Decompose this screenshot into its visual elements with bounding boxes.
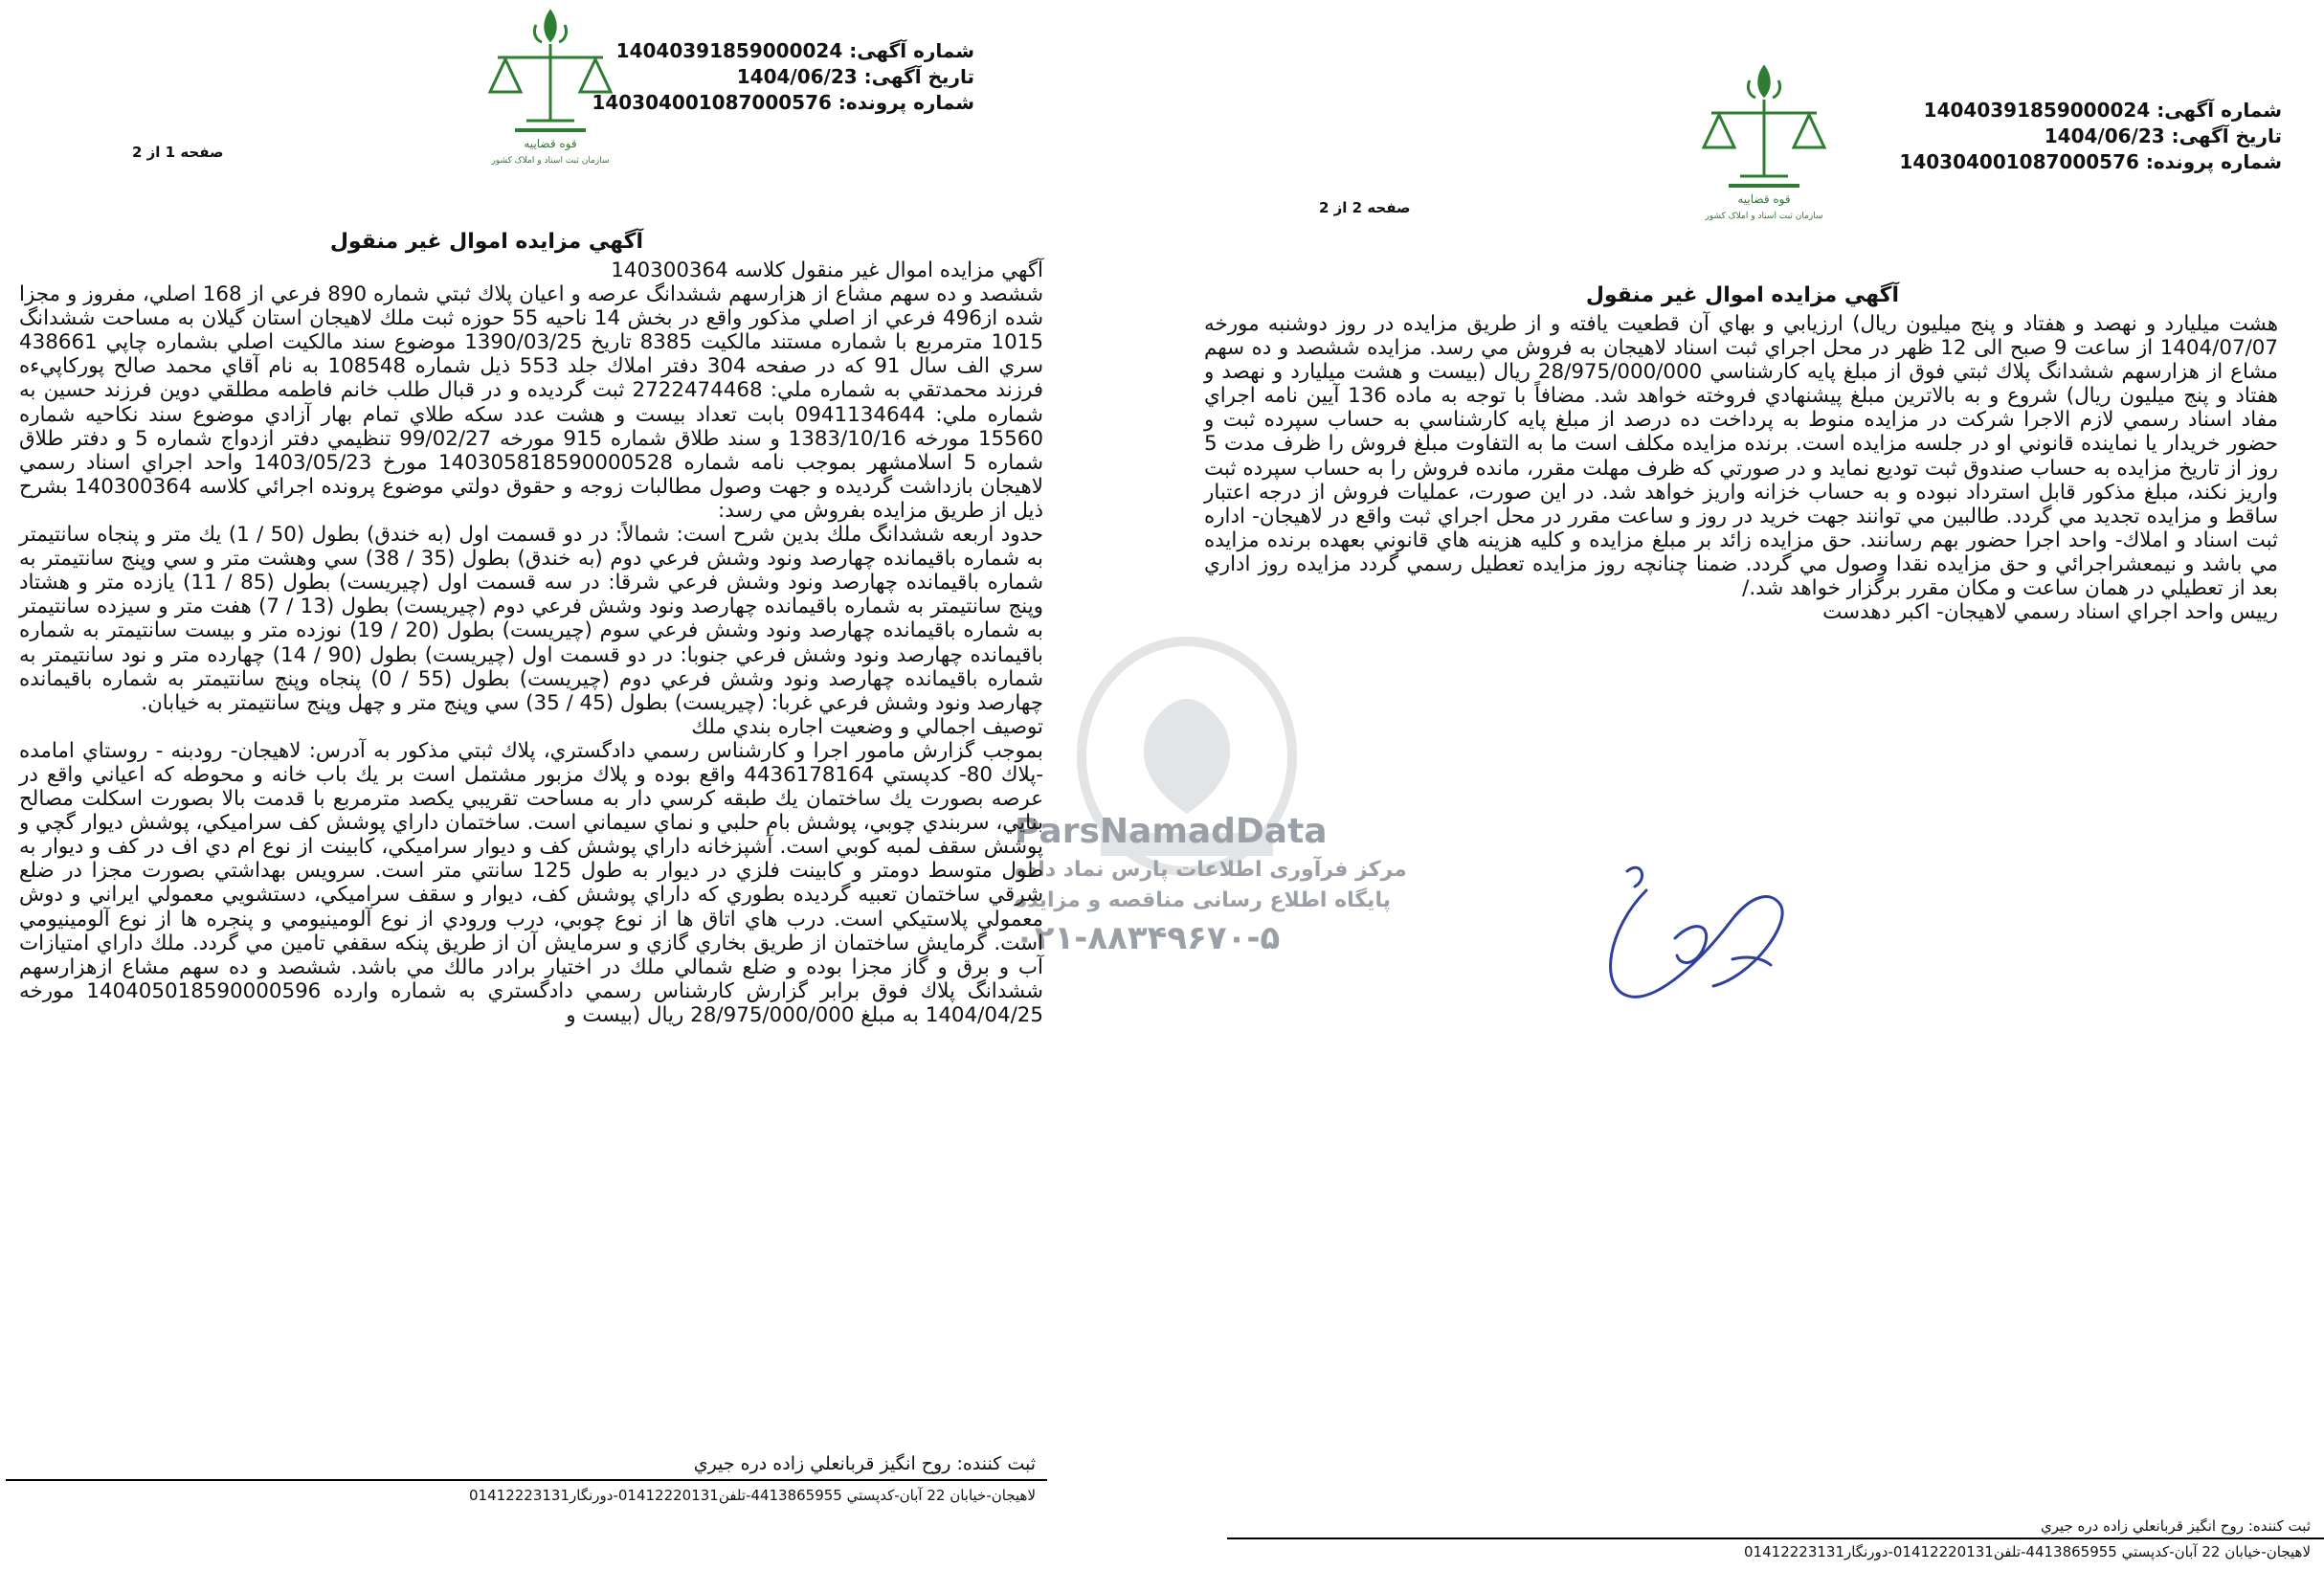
boundaries-paragraph: حدود اربعه ششدانگ ملك بدين شرح است: شمالاً: در دو قسمت اول (به خندق) بطول (50 / 1) يك متر و پنجاه سانتيمتر به شماره باقيمانده چهارصد ونود وشش فرعي دوم (به خندق) بطول (35 / 38) سي وهشت متر و سي وپنج سانتيمتر به شماره باقيمانده چهارصد ونود وشش فرعي شرقا: در سه قسمت اول (چيريست) بطول (85 / 11) يازده متر و هشتاد وپنج سانتيمتر به شماره باقيمانده چهارصد ونود وشش فرعي دوم (چيريست) بطول (13 / 7) هفت متر و سيزده سانتيمتر به شماره باقيمانده چهارصد ونود وشش فرعي سوم (چيريست) بطول (20 / 19) نوزده متر و بيست سانتيمتر به شماره باقيمانده چهارصد ونود وشش فرعي جنوبا: در دو قسمت اول (چيريست) بطول (90 / 14) چهارده متر و نود سانتيمتر به شماره باقيمانده چهارصد ونود وشش فرعي دوم (چيريست) بطول (55 / 0) پنجاه وپنج سانتيمتر به شماره باقيمانده چهارصد ونود وشش فرعي غربا: (چيريست) بطول (45 / 35) سي وپنج متر و چهل وپنج سانتيمتر به خيابان.	[19, 523, 1044, 715]
footer-divider	[1227, 1537, 2324, 1539]
property-description-paragraph: ششصد و ده سهم مشاع از هزارسهم ششدانگ عرصه و اعيان پلاك ثبتي شماره 890 فرعي از 168 اصلي، مفروز و مجزا شده از496 فرعي از اصلي مذكور واقع در بخش 14 ناحيه 55 حوزه ثبت ملك لاهيجان استان گيلان به مساحت ششدانگ 1015 مترمربع با شماره مستند مالكيت 8385 تاريخ 1390/03/25 موضوع سند مالكيت اصلي بشماره چاپي 438661 سري الف سال 91 كه در صفحه 304 دفتر املاك جلد 553 ذيل شماره 108548 به نام آقاي محمد صالح پوركاپيءه فرزند محمدتقي به شماره ملي: 2722474468 ثبت گرديده و در قبال طلب خانم فاطمه مطلقي دوين فرزند حسين به شماره ملي: 0941134644 بابت تعداد بيست و هشت عدد سكه طلاي تمام بهار آزادي موضوع سند نكاحيه شماره 15560 مورخه 1383/10/16 و سند طلاق شماره 915 مورخه 99/02/27 تنظيمي دفتر ازدواج شماره 5 و دفتر طلاق شماره 5 اسلامشهر بموجب نامه شماره 140305818590000528 مورخ 1403/05/23 واحد اجراي اسناد رسمي لاهيجان بازداشت گرديده و جهت وصول مطالبات زوجه و حقوق دولتي موضوع پرونده اجرائي كلاسه 140300364 بشرح ذيل از طريق مزايده بفروش مي رسد:	[19, 282, 1044, 523]
notice-number-row: شماره آگهی: 14040391859000024	[1923, 99, 2282, 122]
emblem-caption-1: قوه قضاییه	[1737, 192, 1791, 206]
notice-number: 14040391859000024	[615, 39, 843, 62]
registrar-line	[2041, 1517, 2311, 1535]
page-number: صفحه 1 از 2	[132, 144, 224, 161]
emblem-caption-2: سازمان ثبت اسناد و املاک کشور	[1705, 212, 1823, 221]
notice-page-1	[0, 0, 1053, 1571]
case-number: 140304001087000576	[1899, 150, 2139, 173]
footer-address: لاهيجان-خيابان 22 آبان-كدپستي 4413865955-تلفن01412220131-دورنگار01412223131	[1744, 1543, 2311, 1560]
property-summary-heading: توصيف اجمالي و وضعيت اجاره بندي ملك	[691, 714, 1043, 739]
judiciary-emblem-icon	[1683, 59, 1845, 222]
notice-date-row: تاریخ آگهی: 1404/06/23	[2044, 124, 2282, 147]
watermark-line2: پایگاه اطلاع رسانی مناقصه و مزایده	[1015, 888, 1391, 912]
notice-number-row: شماره آگهی: 14040391859000024	[615, 39, 974, 62]
footer-address: لاهيجان-خيابان 22 آبان-كدپستي 4413865955-تلفن01412220131-دورنگار01412223131	[469, 1487, 1036, 1504]
signatory-line: رييس واحد اجراي اسناد رسمي لاهيجان- اكبر دهدست	[1822, 600, 2278, 625]
notice-meta	[592, 38, 974, 116]
watermark-latin: ParsNamadData	[1015, 812, 1328, 851]
case-heading: آگهي مزايده اموال غير منقول كلاسه 140300364	[611, 258, 1043, 282]
registrar-label: ثبت كننده:	[956, 1453, 1036, 1474]
page-number: صفحه 2 از 2	[1319, 199, 1411, 216]
handwritten-signature	[1589, 852, 1809, 1015]
case-number: 140304001087000576	[592, 91, 832, 114]
registrar-line	[694, 1453, 1036, 1474]
notice-date-row: تاریخ آگهی: 1404/06/23	[736, 65, 974, 88]
case-number-row: شماره پرونده: 140304001087000576	[1899, 150, 2282, 173]
notice-body	[1204, 312, 2278, 624]
auction-terms-paragraph: هشت ميليارد و نهصد و هفتاد و پنج ميليون ريال) ارزيابي و بهاي آن قطعيت يافته و از طريق مزايده در روز دوشنبه مورخه 1404/07/07 از ساعت 9 صبح الی 12 ظهر در محل اجراي ثبت اسناد لاهيجان به فروش مي رسد. مزايده ششصد و ده سهم مشاع از هزارسهم ششدانگ پلاك ثبتي فوق از مبلغ پايه كارشناسي 28/975/000/000 ريال (بيست و هشت ميليارد و نهصد و هفتاد و پنج ميليون ريال) شروع و به بالاترين مبلغ پيشنهادي فروخته خواهد شد. مضافاً با توجه به ماده 136 آيين نامه اجراي مفاد اسناد رسمي لازم الاجرا شركت در مزايده منوط به پرداخت ده درصد از مبلغ پايه كارشناسي به حساب سپرده ثبت و حضور خريدار يا نماينده قانوني او در جلسه مزايده است. برنده مزايده مكلف است ما به التفاوت مبلغ فروش را ظرف مدت 5 روز از تاريخ مزايده به حساب صندوق ثبت توديع نمايد و در صورتي كه ظرف مهلت مقرر، مانده فروش را به حساب سپرده ثبت واريز نكند، مبلغ مذكور قابل استرداد نبوده و به حساب خزانه واريز خواهد شد. در اين صورت، عمليات فروش از درجه اعتبار ساقط و مزايده تجديد مي گردد. طالبين مي توانند جهت خريد در روز و ساعت مقرر در محل اجراي ثبت واقع در لاهيجان- اداره ثبت اسناد و املاك- واحد اجرا حضور بهم رسانند. حق مزايده زائد بر مبلغ مزايده و كليه هزينه هاي قانوني بعهده برنده مزايده مي باشد و نيمعشراجرائي و حق مزايده نقدا وصول مي گردد. ضمنا چنانچه روز مزايده تعطيل رسمي گردد مزايده روز اداري بعد از تعطيلي در همان ساعت و مكان مقرر برگزار خواهد شد./	[1204, 312, 2278, 601]
registrar-name: روح انگیز قربانعلي زاده دره جيري	[693, 1453, 951, 1474]
notice-date: 1404/06/23	[736, 65, 858, 88]
emblem-caption-1: قوه قضاییه	[524, 137, 577, 150]
notice-date: 1404/06/23	[2044, 124, 2165, 147]
notice-title: آگهي مزايده اموال غير منقول	[1585, 283, 1899, 307]
registrar-label: ثبت كننده:	[2247, 1517, 2311, 1535]
notice-body	[19, 258, 1043, 1027]
notice-meta	[1899, 98, 2282, 175]
notice-title: آگهي مزايده اموال غير منقول	[329, 230, 643, 254]
emblem-caption-2: سازمان ثبت اسناد و املاک کشور	[491, 156, 610, 166]
footer-divider	[6, 1479, 1047, 1481]
inspection-report-paragraph: بموجب گزارش مامور اجرا و كارشناس رسمي دادگستري، پلاك ثبتي مذكور به آدرس: لاهيجان- رودبنه - روستاي امامده -پلاك 80- كدپستي 4436178164 واقع بوده و پلاك مزبور مشتمل است بر يك باب خانه و محوطه كه اعياني واقع در عرصه بصورت يك ساختمان يك طبقه كرسي دار به مساحت تقريبي يكصد مترمربع با قدمت بالا بصورت اسكلت مصالح بنايي، سربندي چوبي، پوشش بام حلبي و نماي سيماني است. ساختمان داراي پوشش كف سراميكي، پوشش ديوار گچي و پوشش سقف لمبه كوبي است. آشپزخانه داراي پوشش كف و ديوار سراميكي، كابينت از نوع ام دي اف در كف و ديوار به طول متوسط دومتر و كابينت فلزي در ديوار به طول 125 سانتي متر است. سرويس بهداشتي بصورت مجزا در ضلع شرقي ساختمان تعبيه گرديده بطوري كه داراي پوشش كف، ديوار و سقف سراميكي، دستشويي معمولي ايراني و دوش معمولي پلاستيكي است. درب هاي اتاق ها از نوع چوبي، درب ورودي از نوع آلومينيومي و پنجره ها از نوع آلومينيومي است. گرمايش ساختمان از طريق بخاري گازي و سرمايش آن از طريق پنكه سقفي تامين مي گردد. ملك داراي امتيازات آب و برق و گاز مجزا بوده و ضلع شمالي ملك در اختيار برادر مالك مي باشد. ششصد و ده سهم مشاع ازهزارسهم ششدانگ پلاك فوق برابر گزارش كارشناس رسمي دادگستري به شماره وارده 140405018590000596 مورخه 1404/04/25 به مبلغ 28/975/000/000 ريال (بيست و	[19, 738, 1043, 1027]
watermark-line1: مرکز فرآوری اطلاعات پارس نماد داده	[1015, 858, 1407, 882]
case-number-row: شماره پرونده: 140304001087000576	[592, 91, 974, 114]
registrar-name: روح انگیز قربانعلي زاده دره جيري	[2040, 1517, 2245, 1535]
notice-page-2	[1204, 0, 2324, 1571]
notice-number: 14040391859000024	[1923, 99, 2151, 122]
watermark-phone: ۰۲۱-۸۸۳۴۹۶۷۰-۵	[1015, 919, 1281, 957]
